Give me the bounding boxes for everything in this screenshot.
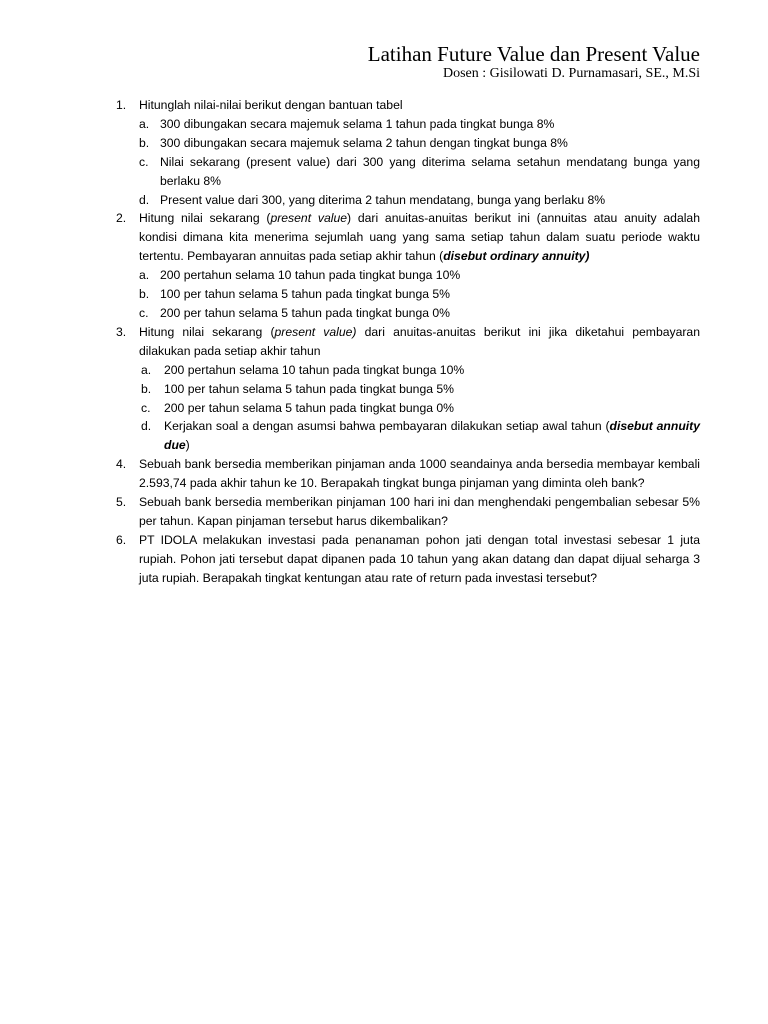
sub-question-1b xyxy=(139,134,700,153)
sub-question-text: 200 per tahun selama 5 tahun pada tingkat bunga 0% xyxy=(160,305,451,320)
sub-question-text: 200 pertahun selama 10 tahun pada tingkat bunga 10% xyxy=(164,362,465,377)
sub-question-label: b. xyxy=(141,381,152,396)
sub-question-label: a. xyxy=(139,116,150,131)
sub-question-label: b. xyxy=(139,135,150,150)
page-header xyxy=(368,42,700,82)
question-text: Sebuah bank bersedia memberikan pinjaman anda 1000 seandainya anda bersedia membayar kembali 2.593,74 pada akhir tahun ke 10. Berapakah tingkat bunga pinjaman yang diminta oleh bank? xyxy=(139,457,700,491)
sub-question-text-part: ) xyxy=(185,438,190,453)
question-number: 3. xyxy=(116,324,127,339)
question-text-part: Hitung nilai sekarang ( xyxy=(139,324,275,339)
sub-question-1a xyxy=(139,115,700,134)
sub-question-text: Present value dari 300, yang diterima 2 tahun mendatang, bunga yang berlaku 8% xyxy=(160,192,606,207)
sub-question-label: a. xyxy=(139,268,150,283)
sub-question-text: 100 per tahun selama 5 tahun pada tingkat bunga 5% xyxy=(160,287,451,302)
sub-question-2a xyxy=(139,266,700,285)
question-number: 4. xyxy=(116,457,127,472)
question-2 xyxy=(116,209,700,322)
question-6 xyxy=(116,531,700,588)
question-text-bold-italic: disebut ordinary annuity) xyxy=(443,249,590,264)
sub-question-label: d. xyxy=(141,419,152,434)
sub-question-label: c. xyxy=(139,154,149,169)
question-text-italic: present value xyxy=(270,211,347,226)
question-text: Sebuah bank bersedia memberikan pinjaman 100 hari ini dan menghendaki pengembalian sebesar 5% per tahun. Kapan pinjaman tersebut harus dikembalikan? xyxy=(139,495,700,528)
question-text-part: dari anuitas-anuitas berikut ini jika diketahui pembayaran dilakukan pada setiap akhir tahun xyxy=(139,324,700,358)
question-number: 5. xyxy=(116,495,127,510)
sub-question-3b xyxy=(139,380,700,399)
question-number: 6. xyxy=(116,532,127,547)
sub-question-text-part: Kerjakan soal a dengan asumsi bahwa pembayaran dilakukan setiap awal tahun ( xyxy=(164,419,610,434)
sub-question-3d xyxy=(139,417,700,455)
document-title: Latihan Future Value dan Present Value xyxy=(367,42,700,66)
question-text-part: ) dari anuitas-anuitas berikut ini (annuitas atau anuity adalah kondisi dimana kita menerima sejumlah uang yang sama setiap tahun dalam suatu periode waktu tertentu. Pembayaran annuitas pada setiap akhir tahun ( xyxy=(139,211,700,264)
document-subtitle: Dosen : Gisilowati D. Purnamasari, SE., M.Si xyxy=(442,66,700,81)
question-number: 1. xyxy=(116,98,127,112)
sub-question-label: c. xyxy=(141,400,151,415)
sub-question-text: 100 per tahun selama 5 tahun pada tingkat bunga 5% xyxy=(164,381,455,396)
question-text: PT IDOLA melakukan investasi pada penanaman pohon jati dengan total investasi sebesar 1 juta rupiah. Pohon jati tersebut dapat dipanen pada 10 tahun yang akan datang dan dapat dijual seharga 3 juta rupiah. Berapakah tingkat kentungan atau rate of return pada investasi tersebut? xyxy=(139,532,700,585)
question-text-italic: present value) xyxy=(274,324,357,339)
sub-question-3c xyxy=(139,399,700,418)
question-text-part: Hitung nilai sekarang ( xyxy=(139,211,271,226)
question-5 xyxy=(116,493,700,531)
sub-question-text: 300 dibungakan secara majemuk selama 1 tahun pada tingkat bunga 8% xyxy=(160,116,555,131)
question-3 xyxy=(116,323,700,455)
sub-question-1d xyxy=(139,191,700,210)
question-text: Hitunglah nilai-nilai berikut dengan bantuan tabel xyxy=(139,98,403,112)
question-number: 2. xyxy=(116,211,127,226)
sub-question-text: Nilai sekarang (present value) dari 300 yang diterima selama setahun mendatang bunga yang berlaku 8% xyxy=(160,154,700,188)
sub-question-text-bold-italic: disebut annuity due xyxy=(164,419,700,453)
sub-question-text: 200 per tahun selama 5 tahun pada tingkat bunga 0% xyxy=(164,400,455,415)
sub-question-label: c. xyxy=(139,305,149,320)
sub-question-3a xyxy=(139,361,700,380)
question-text xyxy=(139,323,700,361)
sub-question-1c xyxy=(139,153,700,191)
sub-question-label: b. xyxy=(139,287,150,302)
sub-question-label: d. xyxy=(139,192,150,207)
question-list xyxy=(116,96,700,588)
sub-question-2c xyxy=(139,304,700,323)
sub-question-text: 200 pertahun selama 10 tahun pada tingkat bunga 10% xyxy=(160,268,461,283)
question-4 xyxy=(116,455,700,493)
question-1 xyxy=(116,96,700,209)
sub-question-2b xyxy=(139,285,700,304)
sub-question-label: a. xyxy=(141,362,152,377)
sub-question-text xyxy=(164,417,700,455)
sub-question-text: 300 dibungakan secara majemuk selama 2 tahun dengan tingkat bunga 8% xyxy=(160,135,568,150)
question-text xyxy=(139,209,700,266)
